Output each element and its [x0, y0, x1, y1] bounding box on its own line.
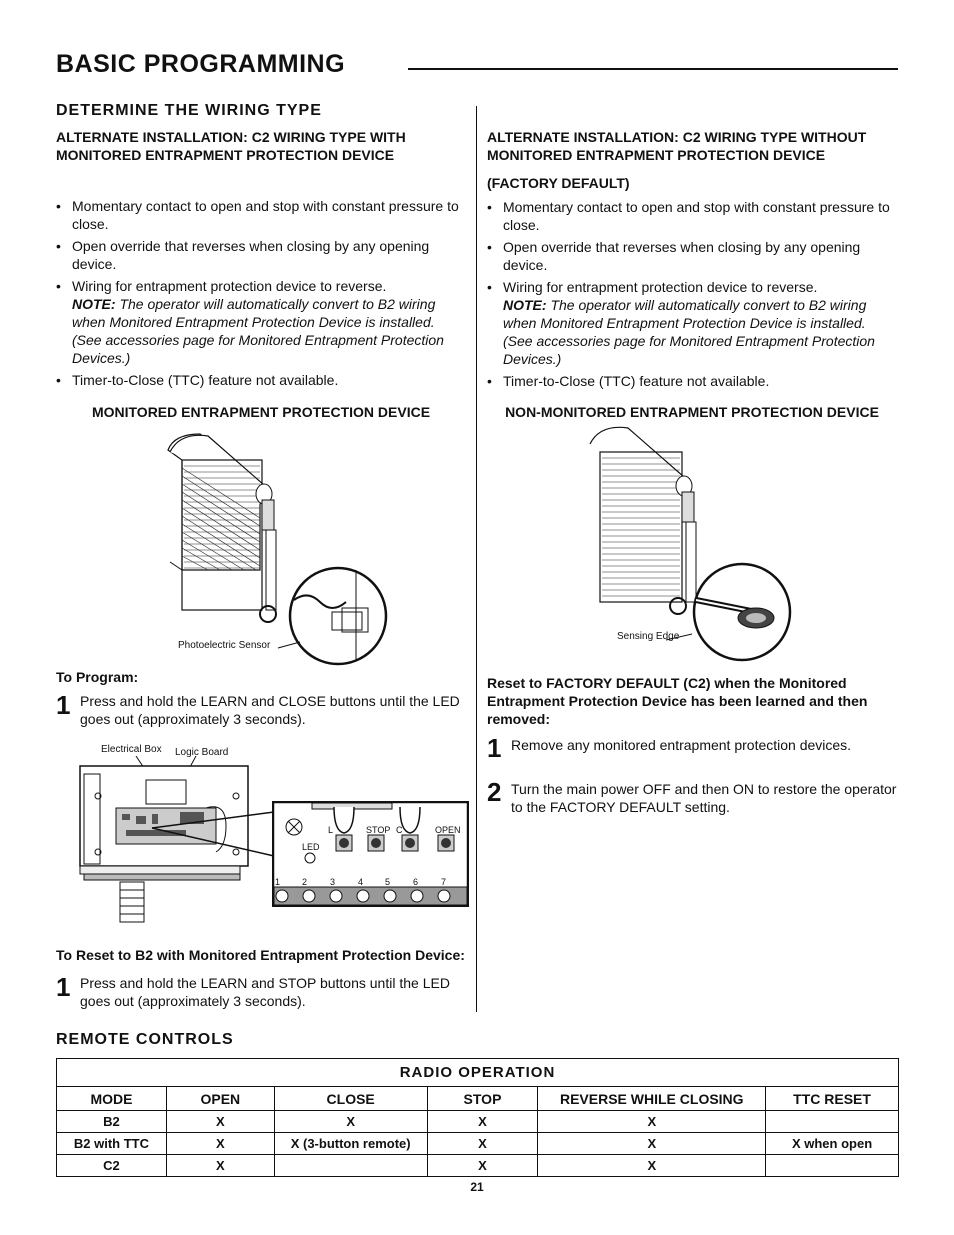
factory-default-label: (FACTORY DEFAULT): [487, 175, 630, 191]
right-subheading: ALTERNATE INSTALLATION: C2 WIRING TYPE WITHOUT MONITORED ENTRAPMENT PROTECTION DEVICE: [487, 129, 867, 163]
logic-board-label: Logic Board: [175, 747, 229, 758]
list-item: • Timer-to-Close (TTC) feature not available.: [56, 371, 470, 389]
factory-reset-heading: Reset to FACTORY DEFAULT (C2) when the Monitored Entrapment Protection Device has been learned and then removed:: [487, 675, 868, 727]
list-item: • Open override that reverses when closing by any opening device.: [487, 238, 901, 274]
close-label: C: [396, 825, 403, 835]
list-item: • Wiring for entrapment protection device to reverse. NOTE: The operator will automatically convert to B2 wiring when Monitored Entrapment Protection Device is installed. (See accessories page for Monitored Entrapment Protection Devices.): [56, 277, 470, 367]
note-paren: (See accessories page for Monitored Entrapment Protection Devices.): [503, 333, 875, 367]
table-cell: [766, 1155, 899, 1177]
page-number: 21: [470, 1180, 484, 1194]
table-cell: X: [538, 1155, 766, 1177]
step-number: 2: [487, 777, 502, 807]
step-text: Remove any monitored entrapment protection devices.: [511, 737, 852, 753]
column-header: STOP: [427, 1087, 538, 1111]
table-row: [57, 1111, 899, 1133]
table-row: [57, 1133, 899, 1155]
terminal-label: 6: [413, 877, 419, 887]
step-text: Press and hold the LEARN and CLOSE buttons until the LED goes out (approximately 3 seconds).: [80, 693, 460, 727]
open-label: OPEN: [435, 825, 461, 835]
table-title: RADIO OPERATION: [57, 1059, 899, 1087]
step-number: 1: [56, 972, 71, 1002]
terminal-label: 1: [275, 877, 281, 887]
table-header-row: [57, 1087, 899, 1111]
step-number: 1: [487, 733, 502, 763]
learn-label: L: [328, 825, 334, 835]
table-cell: X (3-button remote): [274, 1133, 427, 1155]
remote-controls-heading: REMOTE CONTROLS: [56, 1031, 234, 1048]
terminal-label: 4: [358, 877, 364, 887]
left-figure-caption: MONITORED ENTRAPMENT PROTECTION DEVICE: [91, 404, 431, 420]
column-header: MODE: [57, 1087, 167, 1111]
table-row: [57, 1155, 899, 1177]
note-text: The operator will automatically convert to B2 wiring when Monitored Entrapment Protection Device is installed.: [503, 297, 867, 331]
photo-sensor-label: Photoelectric Sensor: [178, 640, 271, 651]
list-item: • Timer-to-Close (TTC) feature not available.: [487, 372, 901, 390]
terminal-label: 3: [330, 877, 336, 887]
left-subheading: ALTERNATE INSTALLATION: C2 WIRING TYPE WITH MONITORED ENTRAPMENT PROTECTION DEVICE: [56, 129, 406, 163]
table-cell: X: [538, 1133, 766, 1155]
column-header: OPEN: [166, 1087, 274, 1111]
table-cell: X: [166, 1155, 274, 1177]
table-cell: X when open: [766, 1133, 899, 1155]
rolling-door-sensing-edge-illustration: [580, 422, 800, 662]
radio-operation-table: [56, 1058, 899, 1177]
terminal-label: 5: [385, 877, 391, 887]
list-item: • Open override that reverses when closing by any opening device.: [56, 237, 470, 273]
list-item: • Momentary contact to open and stop with constant pressure to close.: [56, 197, 470, 233]
reset-b2-heading: To Reset to B2 with Monitored Entrapment Protection Device:: [56, 947, 465, 963]
terminal-label: 2: [302, 877, 308, 887]
stop-label: STOP: [366, 825, 391, 835]
page-title: BASIC PROGRAMMING: [56, 50, 346, 78]
electrical-box-illustration: [76, 756, 276, 928]
step-number: 1: [56, 690, 71, 720]
column-header: CLOSE: [274, 1087, 427, 1111]
column-header: TTC RESET: [766, 1087, 899, 1111]
title-rule: [408, 68, 898, 70]
column-header: REVERSE WHILE CLOSING: [538, 1087, 766, 1111]
step-text: Turn the main power OFF and then ON to restore the operator to the FACTORY DEFAULT setting.: [511, 781, 897, 815]
note-paren: (See accessories page for Monitored Entrapment Protection Devices.): [72, 332, 444, 366]
table-cell: X: [427, 1133, 538, 1155]
note-text: The operator will automatically convert to B2 wiring when Monitored Entrapment Protection Device is installed.: [72, 296, 436, 330]
table-cell: X: [274, 1111, 427, 1133]
section-heading-wiring: DETERMINE THE WIRING TYPE: [56, 102, 322, 119]
table-cell: X: [166, 1133, 274, 1155]
list-item: • Momentary contact to open and stop with constant pressure to close.: [487, 198, 901, 234]
table-cell: X: [166, 1111, 274, 1133]
terminal-label: 7: [441, 877, 447, 887]
sensing-edge-label: Sensing Edge: [617, 631, 680, 642]
to-program-heading: To Program:: [56, 669, 139, 685]
table-cell: B2 with TTC: [57, 1133, 167, 1155]
left-bullet-list: [56, 197, 470, 393]
table-cell: [274, 1155, 427, 1177]
note-label: NOTE:: [503, 297, 547, 313]
table-cell: X: [427, 1111, 538, 1133]
right-figure-caption: NON-MONITORED ENTRAPMENT PROTECTION DEVICE: [505, 404, 879, 420]
rolling-door-photo-sensor-illustration: [160, 430, 400, 670]
list-item: • Wiring for entrapment protection device to reverse. NOTE: The operator will automatically convert to B2 wiring when Monitored Entrapment Protection Device is installed. (See accessories page for Monitored Entrapment Protection Devices.): [487, 278, 901, 368]
right-bullet-list: [487, 198, 901, 394]
logic-board-zoom: [272, 801, 469, 907]
table-cell: X: [427, 1155, 538, 1177]
table-cell: [766, 1111, 899, 1133]
table-cell: B2: [57, 1111, 167, 1133]
note-label: NOTE:: [72, 296, 116, 312]
step-text: Press and hold the LEARN and STOP buttons until the LED goes out (approximately 3 seconds).: [80, 975, 450, 1009]
electrical-box-label: Electrical Box: [101, 744, 162, 755]
led-label: LED: [302, 842, 320, 852]
column-divider: [476, 106, 477, 1012]
table-cell: X: [538, 1111, 766, 1133]
table-cell: C2: [57, 1155, 167, 1177]
